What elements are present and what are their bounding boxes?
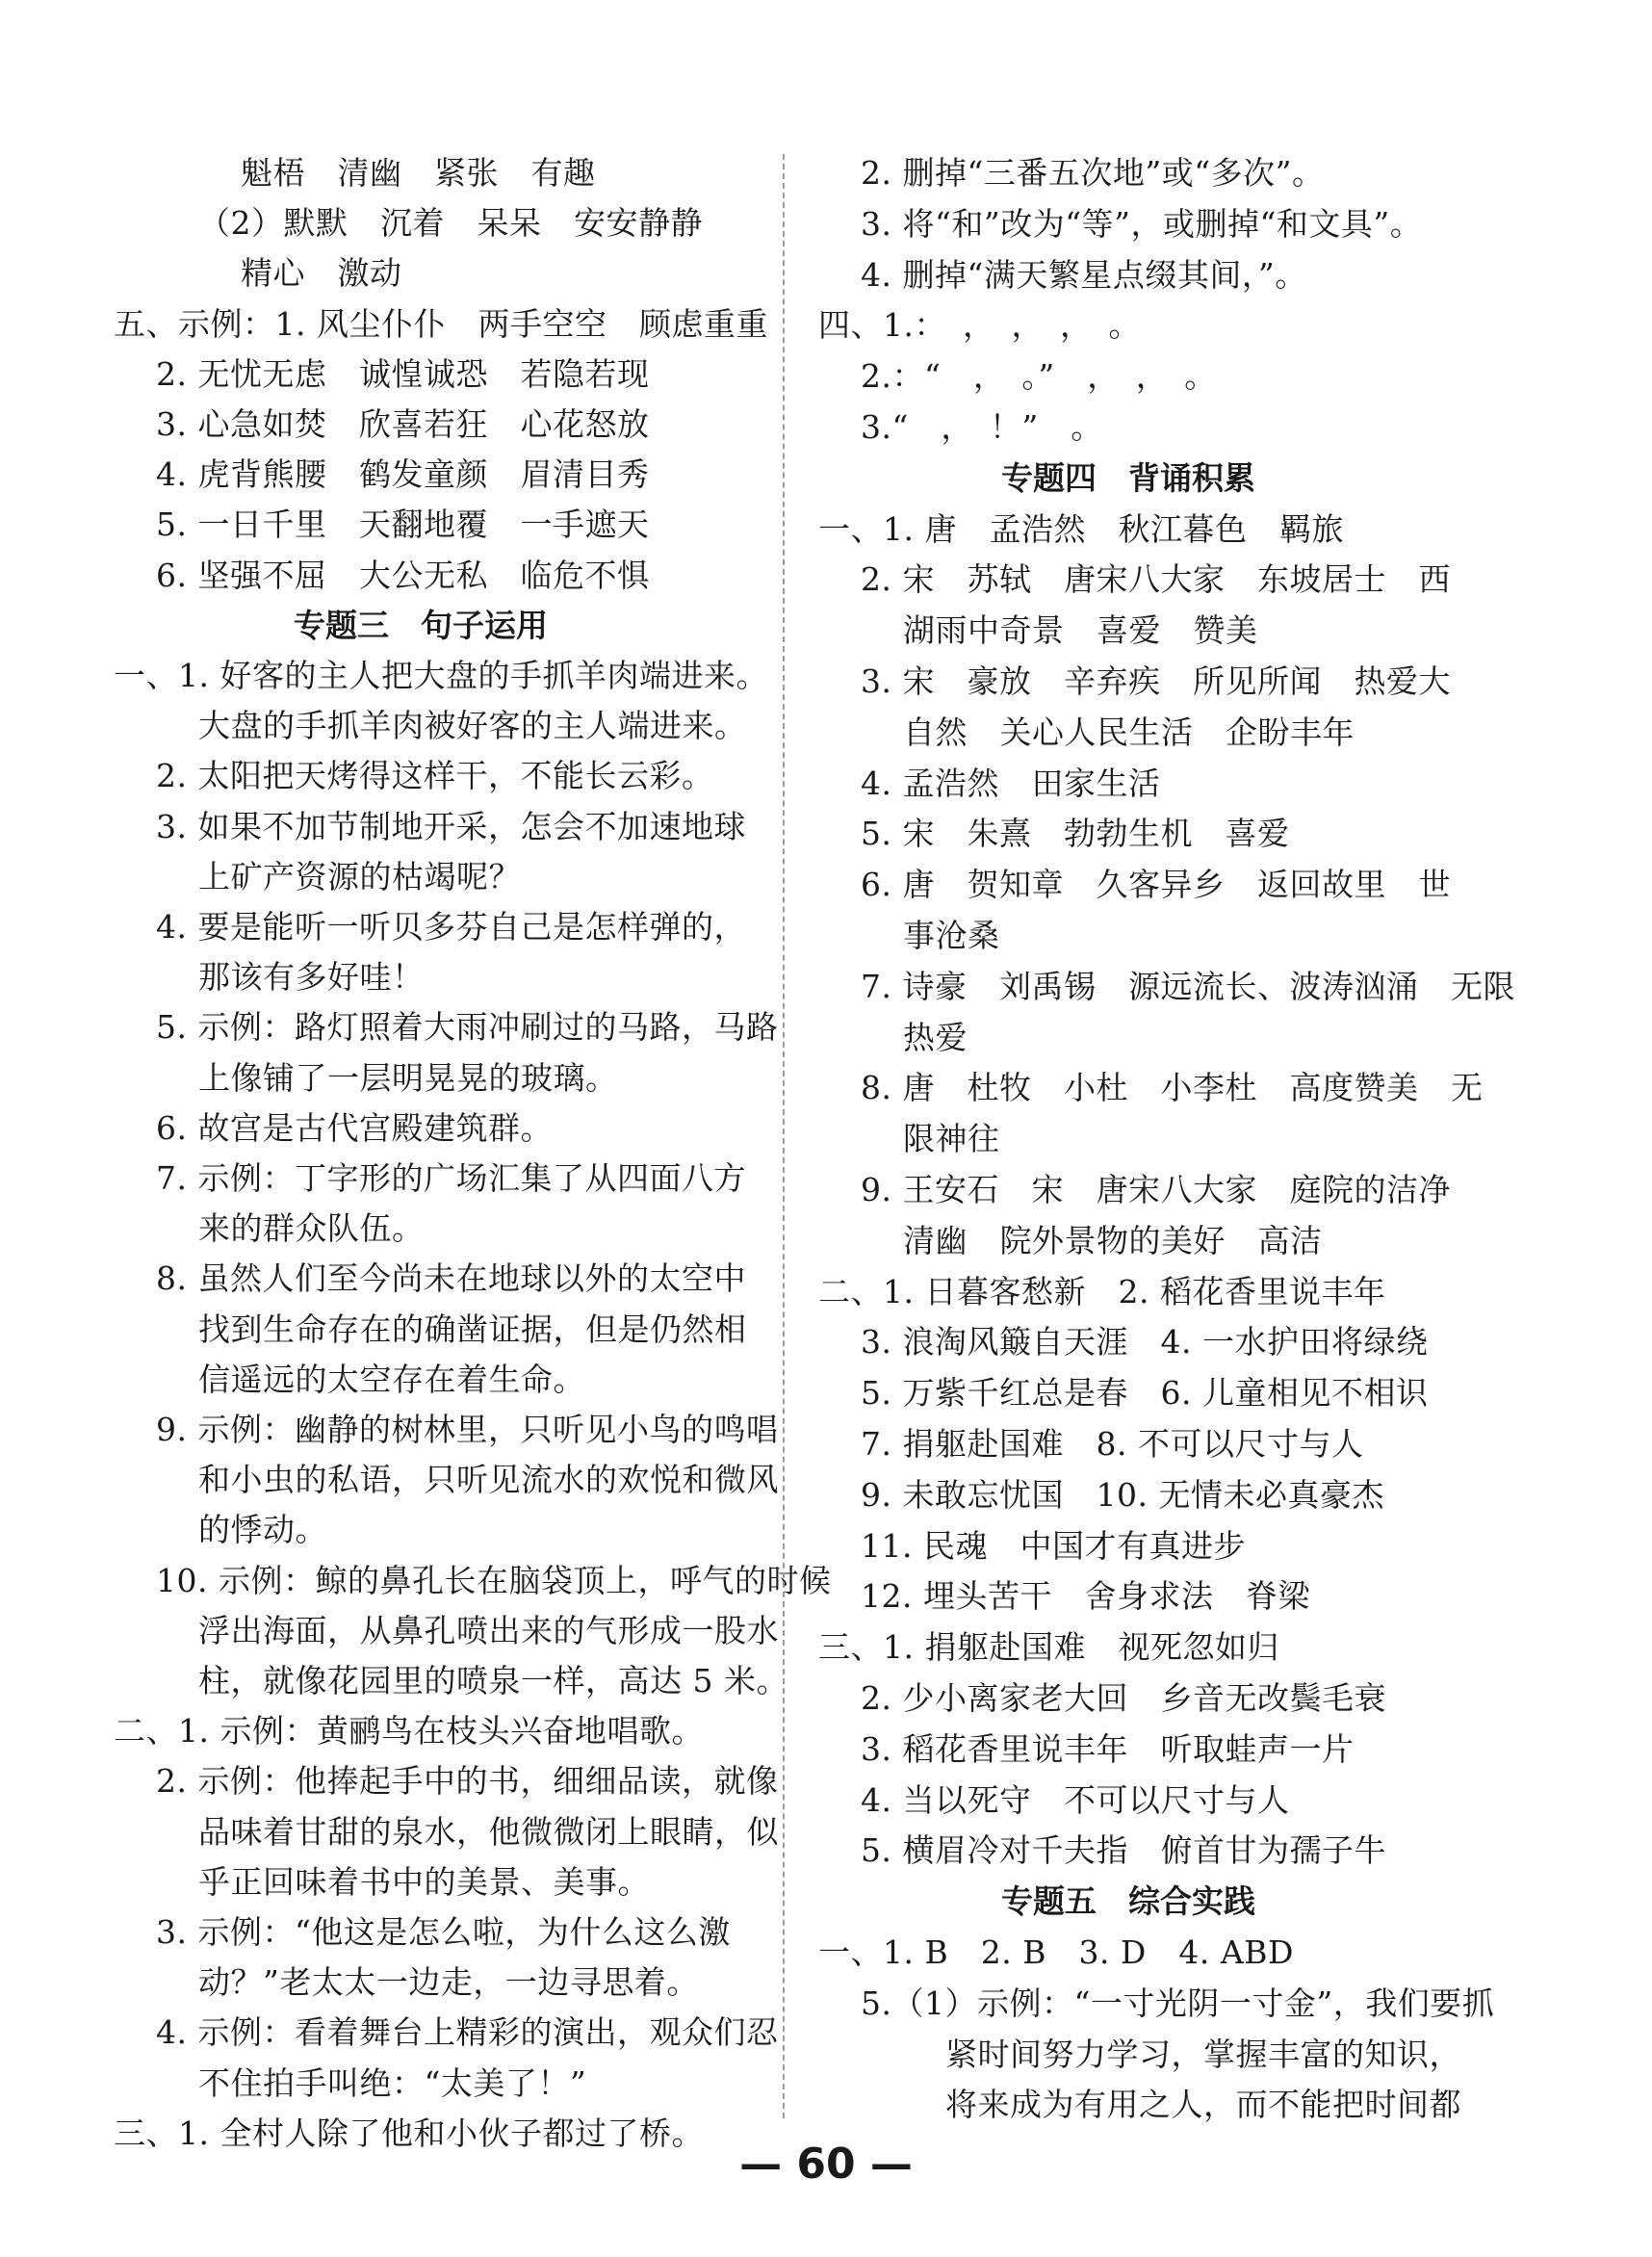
answer-line: 5.（1）示例：“一寸光阴一寸金”，我们要抓 (861, 1984, 1495, 2022)
answer-line: 5. 示例：路灯照着大雨冲刷过的马路，马路 (156, 1008, 779, 1047)
answer-line: 3. 浪淘风簸自天涯 4. 一水护田将绿绕 (861, 1323, 1429, 1362)
answer-line: 3. 稻花香里说丰年 听取蛙声一片 (861, 1729, 1355, 1768)
answer-line: 7. 捐躯赴国难 8. 不可以尺寸与人 (861, 1425, 1364, 1463)
answer-line: 5. 万紫千红总是春 6. 儿童相见不相识 (861, 1374, 1429, 1413)
answer-line: 8. 唐 杜牧 小杜 小李杜 高度赞美 无 (861, 1069, 1484, 1107)
section-heading: 专题三 句子运用 (294, 606, 548, 644)
answer-line: 2. 太阳把天烤得这样干，不能长云彩。 (156, 757, 714, 795)
answer-line: 6. 坚强不屈 大公无私 临危不惧 (156, 556, 650, 594)
answer-line: 3.“ ， ！” 。 (861, 408, 1103, 446)
answer-line: 4. 孟浩然 田家生活 (861, 764, 1161, 802)
answer-line: （2）默默 沉着 呆呆 安安静静 (198, 204, 703, 243)
answer-line: 2. 删掉“三番五次地”或“多次”。 (861, 154, 1325, 192)
answer-line: 乎正回味着书中的美景、美事。 (198, 1862, 650, 1901)
answer-line: 动？”老太太一边走，一边寻思着。 (198, 1963, 699, 2002)
answer-line: 2. 少小离家老大回 乡音无改鬓毛衰 (861, 1679, 1386, 1717)
answer-line: 四、1.： ， ， ， 。 (818, 306, 1141, 345)
answer-line: 4. 删掉“满天繁星点缀其间，”。 (861, 255, 1307, 294)
answer-line: 湖雨中奇景 喜爱 赞美 (903, 611, 1258, 650)
answer-line: 大盘的手抓羊肉被好客的主人端进来。 (198, 707, 747, 745)
answer-line: 7. 诗豪 刘禹锡 源远流长、波涛汹涌 无限 (861, 967, 1515, 1005)
answer-line: 9. 示例：幽静的树林里，只听见小鸟的鸣唱 (156, 1411, 779, 1448)
answer-line: 4. 要是能听一听贝多芬自己是怎样弹的， (156, 908, 746, 946)
answer-line: 3. 示例：“他这是怎么啦，为什么这么激 (156, 1913, 731, 1951)
answer-line: 上矿产资源的枯竭呢？ (198, 857, 521, 895)
answer-line: 浮出海面，从鼻孔喷出来的气形成一股水 (198, 1611, 779, 1649)
answer-line: 事沧桑 (903, 917, 1000, 954)
answer-line: 不住拍手叫绝：“太美了！” (198, 2063, 587, 2102)
answer-line: 限神往 (903, 1120, 1000, 1158)
answer-line: 那该有多好哇！ (198, 958, 425, 997)
answer-line: 自然 关心人民生活 企盼丰年 (903, 713, 1355, 751)
column-divider (783, 154, 785, 2118)
answer-line: 2. 宋 苏轼 唐宋八大家 东坡居士 西 (861, 560, 1451, 599)
answer-line: 一、1. 好客的主人把大盘的手抓羊肉端进来。 (114, 657, 768, 694)
answer-line: 一、1. B 2. B 3. D 4. ABD (818, 1933, 1294, 1971)
answer-line: 4. 当以死守 不可以尺寸与人 (861, 1780, 1290, 1819)
answer-line: 的悸动。 (198, 1511, 327, 1549)
answer-line: 5. 横眉冷对千夫指 俯首甘为孺子牛 (861, 1831, 1386, 1870)
answer-line: 热爱 (903, 1018, 968, 1056)
answer-line: 和小虫的私语，只听见流水的欢悦和微风 (198, 1461, 779, 1499)
answer-line: 12. 埋头苦干 舍身求法 脊梁 (861, 1577, 1310, 1616)
answer-line: 三、1. 捐躯赴国难 视死忽如归 (818, 1628, 1279, 1667)
answer-line: 魁梧 清幽 紧张 有趣 (241, 154, 596, 192)
answer-line: 8. 虽然人们至今尚未在地球以外的太空中 (156, 1259, 746, 1298)
answer-line: 柱，就像花园里的喷泉一样，高达 5 米。 (198, 1662, 788, 1699)
answer-line: 清幽 院外景物的美好 高洁 (903, 1221, 1323, 1259)
answer-line: 一、1. 唐 孟浩然 秋江暮色 羁旅 (818, 509, 1344, 548)
answer-line: 6. 唐 贺知章 久客异乡 返回故里 世 (861, 866, 1451, 904)
answer-line: 二、1. 日暮客愁新 2. 稻花香里说丰年 (818, 1272, 1386, 1310)
answer-line: 上像铺了一层明晃晃的玻璃。 (198, 1058, 618, 1097)
answer-line: 3. 心急如焚 欣喜若狂 心花怒放 (156, 405, 650, 443)
answer-line: 9. 未敢忘忧国 10. 无情未必真豪杰 (861, 1475, 1384, 1514)
answer-line: 3. 将“和”改为“等”，或删掉“和文具”。 (861, 204, 1423, 243)
answer-line: 3. 如果不加节制地开采，怎会不加速地球 (156, 807, 746, 845)
answer-line: 三、1. 全村人除了他和小伙子都过了桥。 (114, 2114, 704, 2152)
section-heading: 专题五 综合实践 (1001, 1882, 1255, 1921)
answer-line: 6. 故宫是古代宫殿建筑群。 (156, 1108, 553, 1147)
answer-line: 4. 虎背熊腰 鹤发童颜 眉清目秀 (156, 455, 650, 494)
answer-line: 将来成为有用之人，而不能把时间都 (945, 2086, 1461, 2124)
answer-line: 2. 无忧无虑 诚惶诚恐 若隐若现 (156, 354, 650, 393)
answer-line: 9. 王安石 宋 唐宋八大家 庭院的洁净 (861, 1171, 1451, 1208)
answer-line: 5. 一日千里 天翻地覆 一手遮天 (156, 506, 650, 544)
answer-line: 2. 示例：他捧起手中的书，细细品读，就像 (156, 1762, 779, 1801)
answer-line: 五、示例：1. 风尘仆仆 两手空空 顾虑重重 (114, 304, 768, 343)
answer-line: 3. 宋 豪放 辛弃疾 所见所闻 热爱大 (861, 662, 1451, 700)
answer-line: 2.：“ ， 。” ， ， 。 (861, 357, 1217, 396)
answer-line: 5. 宋 朱熹 勃勃生机 喜爱 (861, 815, 1290, 853)
answer-line: 11. 民魂 中国才有真进步 (861, 1526, 1246, 1565)
answer-line: 找到生命存在的确凿证据，但是仍然相 (198, 1310, 747, 1348)
section-heading: 专题四 背诵积累 (1001, 458, 1255, 497)
answer-line: 二、1. 示例：黄鹂鸟在枝头兴奋地唱歌。 (114, 1712, 704, 1751)
answer-line: 10. 示例：鲸的鼻孔长在脑袋顶上，呼气的时候 (156, 1561, 832, 1599)
answer-line: 7. 示例：丁字形的广场汇集了从四面八方 (156, 1159, 746, 1197)
page-number: — 60 — (739, 2140, 913, 2189)
answer-line: 精心 激动 (241, 254, 402, 293)
answer-line: 信遥远的太空存在着生命。 (198, 1360, 585, 1398)
answer-line: 来的群众队伍。 (198, 1209, 425, 1248)
answer-line: 品味着甘甜的泉水，他微微闭上眼睛，似 (198, 1812, 779, 1851)
answer-line: 紧时间努力学习，掌握丰富的知识， (945, 2035, 1461, 2073)
answer-line: 4. 示例：看着舞台上精彩的演出，观众们忍 (156, 2013, 779, 2052)
